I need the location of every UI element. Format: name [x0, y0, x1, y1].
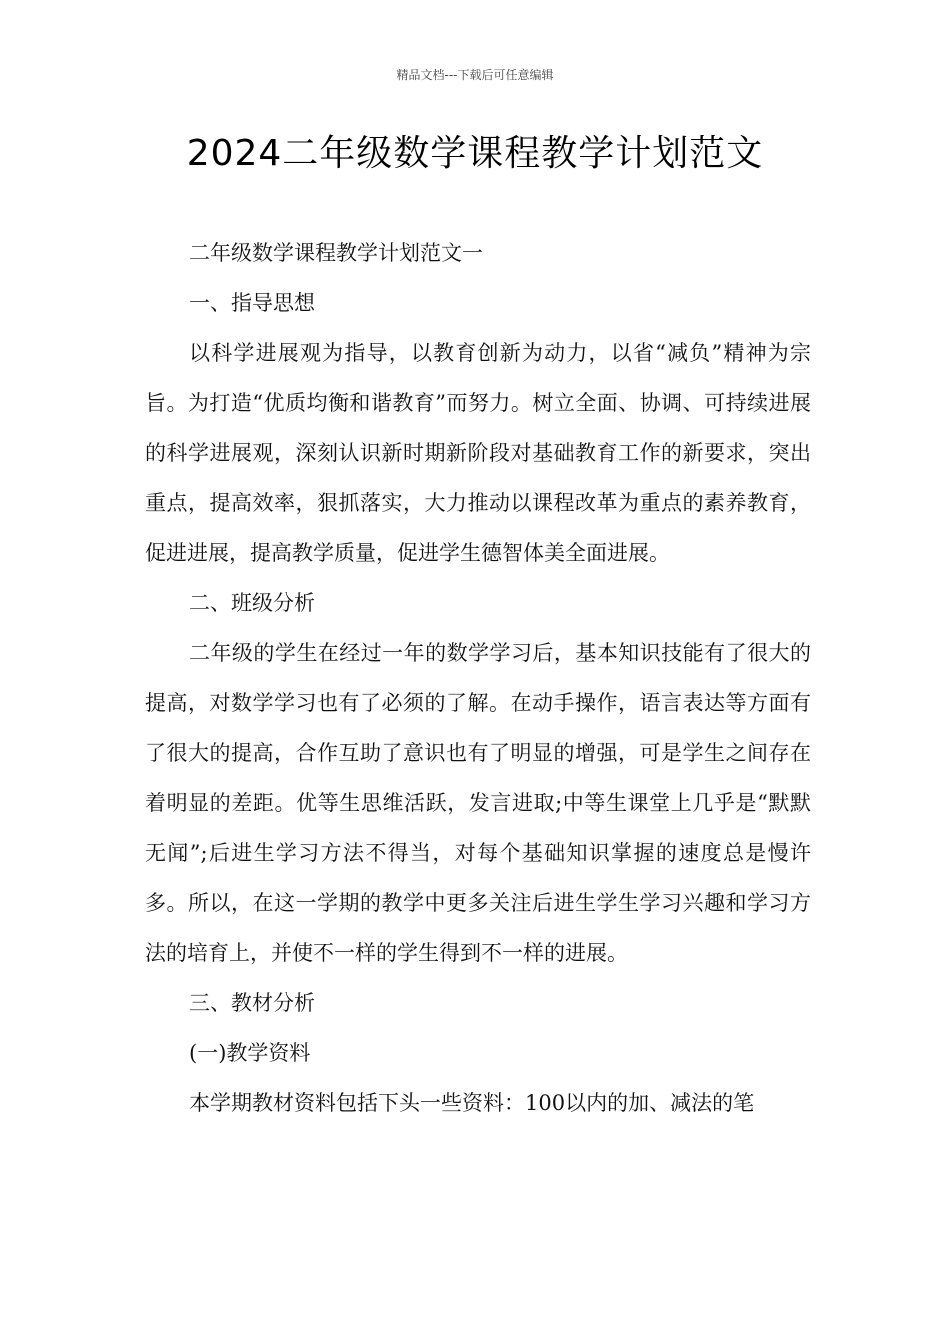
- paragraph-guiding-ideology: 以科学进展观为指导，以教育创新为动力，以省“减负”精神为宗旨。为打造“优质均衡和谐教育”而努力。树立全面、协调、可持续进展的科学进展观，深刻认识新时期新阶段对基础教育工作的新要求，突出重点，提高效率，狠抓落实，大力推动以课程改革为重点的素养教育，促进进展，提高教学质量，促进学生德智体美全面进展。: [145, 341, 811, 565]
- subsection-heading-teaching-materials: (一)教学资料: [189, 1041, 311, 1065]
- section-heading-textbook-analysis: 三、教材分析: [189, 991, 315, 1015]
- document-body: [145, 228, 811, 1128]
- header-note: 精品文档---下载后可任意编辑: [396, 68, 554, 82]
- section-intro-heading: 二年级数学课程教学计划范文一: [189, 241, 483, 265]
- section-heading-guiding-ideology: 一、指导思想: [189, 291, 315, 315]
- document-title: 2024二年级数学课程教学计划范文: [186, 133, 764, 174]
- section-heading-class-analysis: 二、班级分析: [189, 591, 315, 615]
- paragraph-class-analysis: 二年级的学生在经过一年的数学学习后，基本知识技能有了很大的提高，对数学学习也有了必须的了解。在动手操作，语言表达等方面有了很大的提高，合作互助了意识也有了明显的增强，可是学生之间存在着明显的差距。优等生思维活跃，发言进取;中等生课堂上几乎是“默默无闻”;后进生学习方法不得当，对每个基础知识掌握的速度总是慢许多。所以，在这一学期的教学中更多关注后进生学生学习兴趣和学习方法的培育上，并使不一样的学生得到不一样的进展。: [145, 641, 811, 965]
- paragraph-teaching-materials: 本学期教材资料包括下头一些资料：100以内的加、减法的笔: [189, 1091, 755, 1115]
